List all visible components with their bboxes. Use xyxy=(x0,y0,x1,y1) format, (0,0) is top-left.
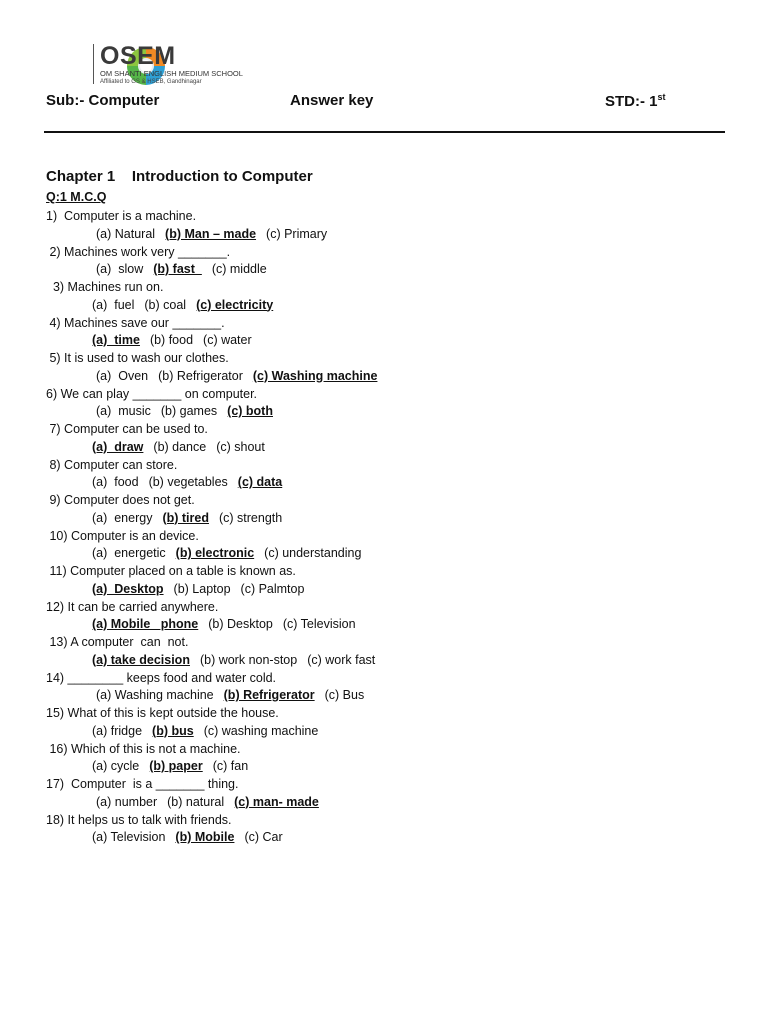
question-text: 9) Computer does not get. xyxy=(46,493,195,507)
options-row xyxy=(92,545,371,561)
logo-divider xyxy=(93,44,94,84)
correct-answer: (a) Desktop xyxy=(92,581,164,596)
answer-option: (a) food xyxy=(92,475,139,489)
question-text: 17) Computer is a _______ thing. xyxy=(46,777,239,791)
chapter-heading: Chapter 1 Introduction to Computer xyxy=(46,168,313,185)
correct-answer: (a) take decision xyxy=(92,652,190,667)
answer-option: (c) Primary xyxy=(266,226,328,241)
school-full-name: OM SHANTI ENGLISH MEDIUM SCHOOL xyxy=(100,69,243,78)
answer-option: (c) water xyxy=(203,333,252,347)
correct-answer: (b) fast xyxy=(153,262,202,276)
question-text: 8) Computer can store. xyxy=(46,457,178,472)
correct-answer: (c) man- made xyxy=(234,794,319,809)
options-row xyxy=(92,616,366,632)
school-name-block xyxy=(100,44,243,86)
question-text: 7) Computer can be used to. xyxy=(46,422,208,436)
options-row xyxy=(96,261,277,277)
school-abbr: OSEM xyxy=(100,42,176,70)
options-row xyxy=(92,510,292,526)
subject-label: Sub:- Computer xyxy=(46,92,160,109)
correct-answer: (c) electricity xyxy=(196,297,274,312)
school-affiliation: Affiliated to GS & HSEB, Gandhinagar xyxy=(100,79,202,85)
options-row xyxy=(92,297,283,313)
question-text: 3) Machines run on. xyxy=(46,280,164,294)
options-row xyxy=(92,723,328,739)
page-title: Answer key xyxy=(290,92,374,109)
correct-answer: (c) both xyxy=(227,404,273,418)
answer-option: (a) Television xyxy=(92,830,166,844)
answer-option: (a) fuel xyxy=(92,297,135,312)
answer-option: (a) Washing machine xyxy=(96,688,214,702)
section-heading: Q:1 M.C.Q xyxy=(46,190,107,204)
answer-option: (c) Bus xyxy=(324,688,365,702)
options-row xyxy=(92,581,314,597)
answer-option: (a) energetic xyxy=(92,546,166,560)
answer-option: (b) games xyxy=(160,404,218,418)
answer-option: (b) coal xyxy=(144,297,187,312)
question-text: 16) Which of this is not a machine. xyxy=(46,741,241,756)
answer-option: (a) slow xyxy=(96,262,144,276)
options-row xyxy=(92,439,275,455)
question-text: 2) Machines work very _______. xyxy=(46,244,231,259)
correct-answer: (c) Washing machine xyxy=(252,368,378,383)
answer-option: (c) shout xyxy=(216,439,265,454)
question-text: 4) Machines save our _______. xyxy=(46,315,225,330)
correct-answer: (b) tired xyxy=(162,510,209,525)
options-row xyxy=(92,758,258,774)
correct-answer: (b) paper xyxy=(149,759,203,773)
answer-option: (b) Refrigerator xyxy=(158,368,243,383)
correct-answer: (a) draw xyxy=(92,439,144,454)
correct-answer: (b) electronic xyxy=(175,546,255,560)
answer-option: (c) strength xyxy=(218,510,283,525)
std-label: STD:- 1st xyxy=(605,92,666,110)
answer-option: (c) washing machine xyxy=(203,723,319,738)
options-row xyxy=(92,652,385,668)
header-divider xyxy=(44,131,725,133)
question-text: 15) What of this is kept outside the house. xyxy=(46,706,279,720)
question-text: 6) We can play _______ on computer. xyxy=(46,386,258,401)
options-row xyxy=(92,474,292,490)
options-row xyxy=(96,368,387,384)
correct-answer: (b) Mobile xyxy=(175,830,235,844)
question-text: 18) It helps us to talk with friends. xyxy=(46,812,232,827)
answer-option: (a) number xyxy=(96,794,158,809)
options-row xyxy=(96,403,283,419)
answer-option: (a) fridge xyxy=(92,723,143,738)
question-text: 12) It can be carried anywhere. xyxy=(46,599,219,614)
options-row xyxy=(92,332,262,348)
answer-option: (c) Palmtop xyxy=(240,581,305,596)
answer-option: (c) middle xyxy=(211,262,267,276)
question-text: 14) ________ keeps food and water cold. xyxy=(46,670,277,685)
question-text: 13) A computer can not. xyxy=(46,635,189,649)
question-text: 5) It is used to wash our clothes. xyxy=(46,351,229,365)
answer-option: (a) Oven xyxy=(96,368,149,383)
answer-option: (b) natural xyxy=(167,794,225,809)
options-row xyxy=(92,829,293,845)
answer-option: (a) music xyxy=(96,404,151,418)
question-text: 1) Computer is a machine. xyxy=(46,209,197,223)
correct-answer: (a) Mobile phone xyxy=(92,617,199,631)
answer-option: (c) Car xyxy=(244,830,283,844)
answer-option: (a) cycle xyxy=(92,759,140,773)
correct-answer: (b) bus xyxy=(152,723,194,738)
answer-option: (b) work non-stop xyxy=(199,652,298,667)
options-row xyxy=(96,226,337,242)
answer-option: (b) Desktop xyxy=(208,617,273,631)
correct-answer: (a) time xyxy=(92,333,140,347)
correct-answer: (c) data xyxy=(237,475,283,489)
question-text: 11) Computer placed on a table is known as. xyxy=(46,564,296,578)
options-row xyxy=(96,687,374,703)
answer-option: (a) energy xyxy=(92,510,153,525)
answer-option: (c) understanding xyxy=(264,546,362,560)
answer-option: (b) food xyxy=(149,333,194,347)
answer-option: (a) Natural xyxy=(96,226,156,241)
answer-option: (c) Television xyxy=(282,617,356,631)
answer-option: (c) fan xyxy=(212,759,249,773)
correct-answer: (b) Refrigerator xyxy=(223,688,315,702)
correct-answer: (b) Man – made xyxy=(165,226,257,241)
options-row xyxy=(96,794,329,810)
question-text: 10) Computer is an device. xyxy=(46,528,199,543)
answer-option: (b) vegetables xyxy=(148,475,228,489)
answer-option: (b) Laptop xyxy=(173,581,231,596)
answer-option: (b) dance xyxy=(153,439,207,454)
answer-option: (c) work fast xyxy=(307,652,376,667)
